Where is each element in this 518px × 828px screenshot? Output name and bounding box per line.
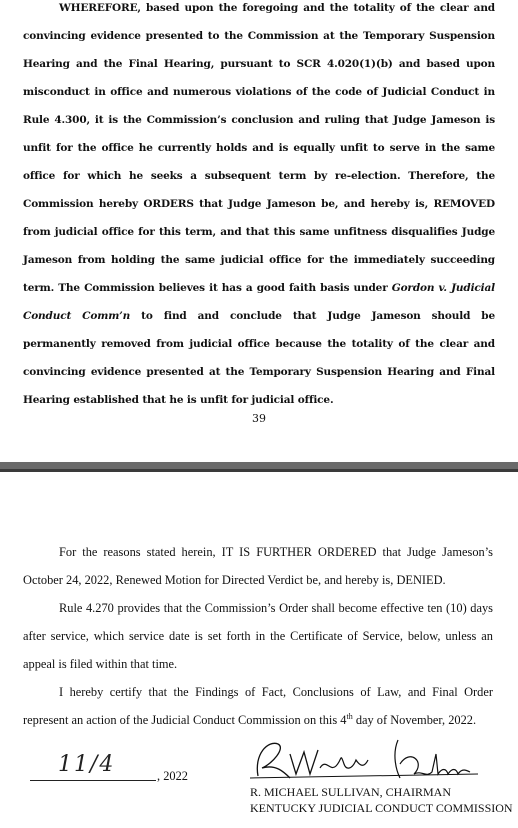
date-year: , 2022 <box>157 769 188 783</box>
handwritten-date: 11/4 <box>58 752 116 777</box>
paragraph-text-a: based upon the foregoing and the totality of the clear and convincing evidence presented to the Commission at the Temporary Suspension Hearing and the Final Hearing, pursuant to SCR 4.020(1)(b) and based upon misconduct in office and numerous violations of the code of Judicial Conduct in Rule 4.300, it is the Commission’s conclusion and ruling that Judge Jameson is unfit for the office he currently holds and is equally unfit to serve in the same office for which he seeks a subsequent term by re-election. Therefore, the Commission hereby ORDERS that Judge Jameson be, and hereby is, REMOVED from judicial office for this term, and that this same unfitness disqualifies Judge Jameson from holding the same judicial office for the immediately succeeding term. The Commission believes it has a good faith basis under <box>23 2 495 294</box>
rule-paragraph <box>23 594 493 678</box>
document-page-40 <box>0 472 518 828</box>
page-divider <box>0 462 518 472</box>
certification-text-a: I hereby certify that the Findings of Fact, Conclusions of Law, and Final Order represent an action of the Judicial Conduct Commission on this 4 <box>23 685 493 727</box>
rule-paragraph-text: Rule 4.270 provides that the Commission’s Order shall become effective ten (10) days after service, which service date is set forth in the Certificate of Service, below, unless an appeal is filed within that time. <box>23 601 493 671</box>
order-paragraph-text: For the reasons stated herein, IT IS FURTHER ORDERED that Judge Jameson’s October 24, 2022, Renewed Motion for Directed Verdict be, and hereby is, DENIED. <box>23 545 493 587</box>
wherefore-paragraph <box>23 0 495 414</box>
ordinal-suffix: th <box>346 711 353 721</box>
signer-organization: KENTUCKY JUDICIAL CONDUCT COMMISSION <box>250 801 513 815</box>
signer-block <box>250 784 513 816</box>
wherefore-lead: WHEREFORE, <box>59 2 141 14</box>
signer-name: R. MICHAEL SULLIVAN, CHAIRMAN <box>250 785 452 799</box>
page-number: 39 <box>252 412 266 425</box>
paragraph-text-b: to find and conclude that Judge Jameson should be permanently removed from judicial office because the totality of the clear and convincing evidence presented at the Temporary Suspension Hearing and Final Hearing established that he is unfit for judicial office. <box>23 310 496 406</box>
certification-paragraph <box>23 678 493 734</box>
order-paragraph-denied <box>23 538 493 594</box>
certification-text-b: day of November, 2022. <box>352 713 477 727</box>
case-citation: Gordon v. Judicial Conduct Comm’n <box>23 282 495 322</box>
date-signature-line <box>30 780 156 781</box>
handwritten-signature <box>250 734 480 784</box>
